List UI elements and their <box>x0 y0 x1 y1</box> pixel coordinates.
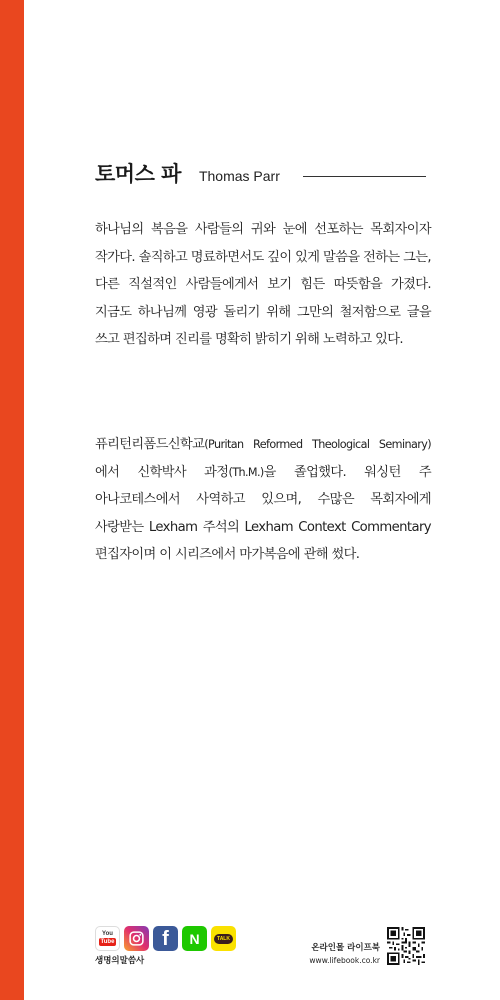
social-icons <box>95 926 236 951</box>
kakaotalk-icon[interactable] <box>211 926 236 951</box>
title-divider <box>303 176 426 177</box>
youtube-icon[interactable] <box>95 926 120 951</box>
youtube-you-text: You <box>102 931 113 937</box>
qr-code-icon[interactable] <box>387 927 425 965</box>
naver-glyph: N <box>189 930 200 947</box>
facebook-icon[interactable] <box>153 926 178 951</box>
seminary-name-english: (Puritan Reformed Theological Seminary) <box>204 438 431 451</box>
lifebook-info <box>300 942 380 966</box>
degree-abbrev: (Th.M.) <box>228 465 264 479</box>
lifebook-url[interactable]: www.lifebook.co.kr <box>309 956 380 965</box>
author-name-english: Thomas Parr <box>198 168 280 184</box>
bio-paragraph-2 <box>95 431 431 569</box>
publisher-name: 생명의말씀사 <box>95 956 145 966</box>
instagram-glyph <box>128 930 145 947</box>
instagram-icon[interactable] <box>124 926 149 951</box>
seminary-name: 퓨리턴리폼드신학교 <box>95 437 205 452</box>
accent-stripe <box>0 0 24 1000</box>
lifebook-label: 온라인몰 라이프북 <box>311 943 380 953</box>
author-name-korean: 토머스 파 <box>95 162 181 186</box>
naver-icon[interactable] <box>182 926 207 951</box>
bio-degree-text: 에서 신학박사 과정 <box>95 464 229 480</box>
bio-paragraph-1: 하나님의 복음을 사람들의 귀와 눈에 선포하는 목회자이자 작가다. 솔직하고 명료하면서도 깊이 있게 말씀을 전하는 그는, 다른 직설적인 사람들에게서 보기 힘든 따뜻함을 가졌다. 지금도 하나님께 영광 돌리기 위해 그만의 철저함으로 글을 쓰고 편집하며 진리를 명확히 밝히기 위해 노력하고 있다. <box>95 222 431 347</box>
youtube-tube-text: Tube <box>100 939 115 945</box>
bio-rest-text: 을 졸업했다. 워싱턴 주 아나코테스에서 사역하고 있으며, 수많은 목회자에게 사랑받는 Lexham 주석의 Lexham Context Commentary 편집자이며 이 시리즈에서 마가복음에 관해 썼다. <box>95 464 432 562</box>
facebook-glyph: f <box>162 928 169 950</box>
author-title <box>95 158 280 188</box>
kakaotalk-glyph: TALK <box>214 934 233 944</box>
